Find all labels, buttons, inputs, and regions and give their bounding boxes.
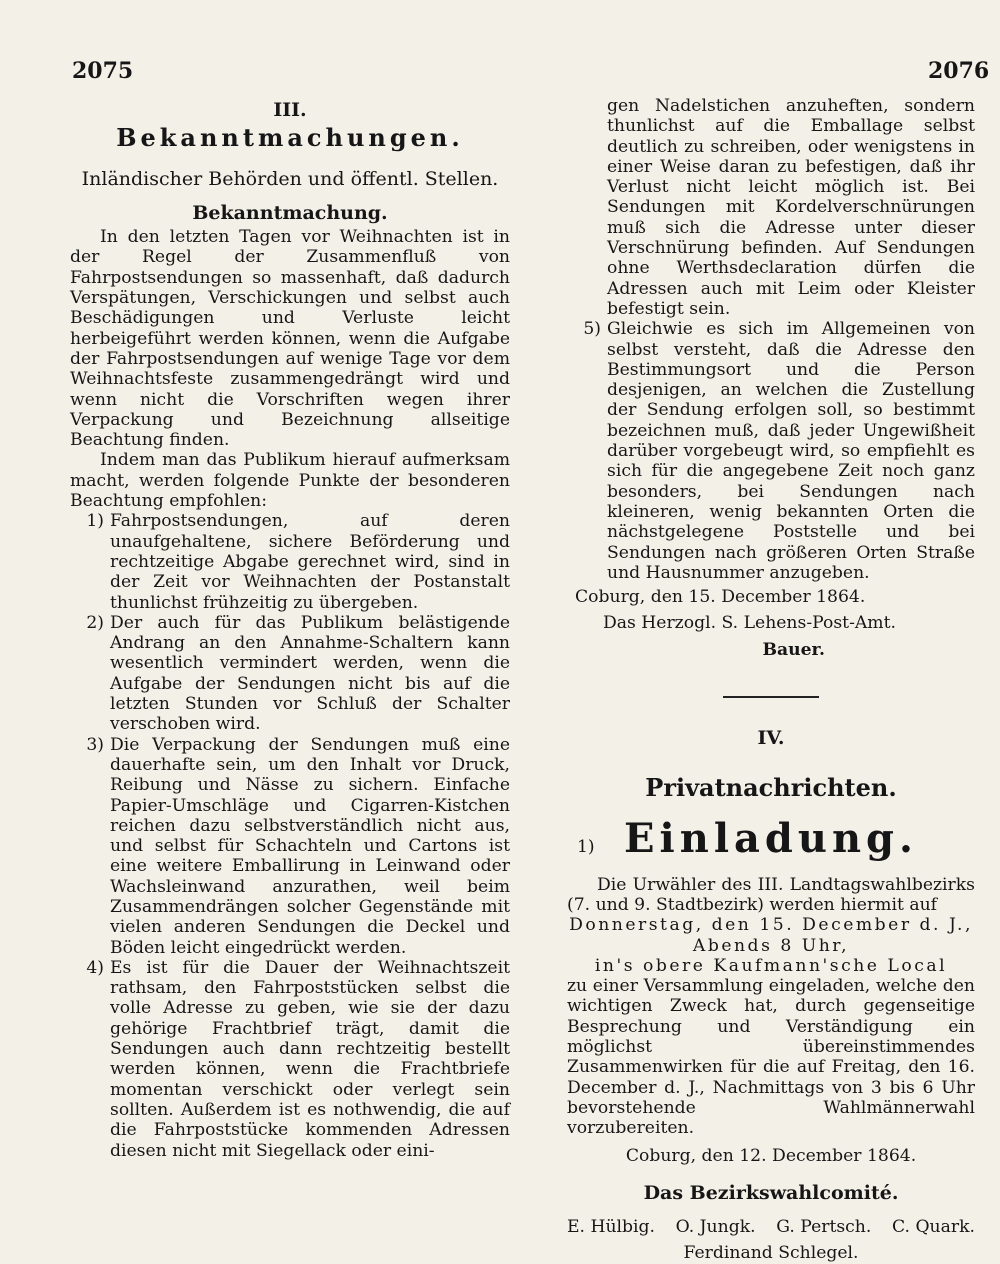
list-item	[70, 735, 510, 958]
item-text: gen Nadelstichen anzuheften, sondern thunlichst auf die Emballage selbst deutlich zu schreiben, oder wenigstens in einer Weise daran zu befestigen, daß ihr Verlust nicht leicht möglich ist. Bei Sendungen mit Kordelverschnürungen muß sich die Adresse unter dieser Verschnürung befinden. Auf Sendungen ohne Werthsdeclaration dürfen die Adressen auch mit Leim oder Kleister befestigt sein.	[607, 96, 975, 319]
list-item	[567, 319, 975, 583]
notice-signer: Bauer.	[762, 639, 825, 660]
committee-members	[567, 1217, 975, 1237]
invitation-date-line: Coburg, den 12. December 1864.	[625, 1146, 917, 1167]
section-heading: Bekanntmachungen.	[116, 123, 464, 153]
page-number-right: 2076	[928, 58, 990, 84]
invitation-text: zu einer Versammlung eingeladen, welche den wichtigen Zweck hat, durch gegenseitige Besprechung und Verständigung ein möglichst übereinstimmendes Zusammenwirken für die auf Freitag, den 16. December d. J., Nachmittags von 3 bis 6 Uhr bevorstehende Wahlmännerwahl vorzubereiten.	[567, 976, 975, 1139]
notice-office: Das Herzogl. S. Lehens-Post-Amt.	[603, 613, 896, 634]
list-item	[70, 613, 510, 735]
item-text: Die Verpackung der Sendungen muß eine dauerhafte sein, um den Inhalt vor Druck, Reibung und Nässe zu sichern. Einfache Papier-Umschläge und Cigarren-Kistchen reichen dazu selbstverständlich nicht aus, und selbst für Schachteln und Cartons ist eine weitere Emballirung in Leinwand oder Wachsleinwand anzurathen, weil beim Zusammendrängen solcher Gegenstände mit vielen anderen Sendungen die Deckel und Böden leicht eingedrückt werden.	[110, 734, 510, 958]
invitation-number: 1)	[577, 836, 595, 857]
list-item	[70, 958, 510, 1161]
member-name: G. Pertsch.	[776, 1217, 872, 1238]
paragraph: Indem man das Publikum hierauf aufmerksam macht, werden folgende Punkte der besonderen Beachtung empfohlen:	[70, 450, 510, 512]
section-subheading: Inländischer Behörden und öffentl. Stellen.	[81, 167, 499, 190]
item-number: 2)	[86, 612, 104, 633]
item-text: Es ist für die Dauer der Weihnachtszeit rathsam, den Fahrpoststücken selbst die volle Adresse zu geben, wie sie der dazu gehörige Frachtbrief trägt, damit die Sendungen auch dann rechtzeitig bestellt werden können, wenn die Frachtbriefe momentan verschickt oder verlegt sein sollten. Außerdem ist es nothwendig, die auf die Fahrpoststücke kommenden Adressen diesen nicht mit Siegellack oder eini-	[110, 957, 510, 1161]
invitation-place: in's obere Kaufmann'sche Local	[594, 955, 948, 976]
item-text: Der auch für das Publikum belästigende Andrang an den Annahme-Schaltern kann wesentlich vermindert werden, wenn die Aufgabe der Sendungen nicht bis auf die letzten Stunden vor Schluß der Schalter verschoben wird.	[110, 612, 510, 735]
invitation-text: Die Urwähler des III. Landtagswahlbezirks (7. und 9. Stadtbezirk) werden hiermit auf	[567, 874, 975, 915]
member-name: Ferdinand Schlegel.	[683, 1243, 859, 1264]
section-number: III.	[273, 99, 307, 121]
item-number: 3)	[86, 734, 104, 755]
invitation-title: Einladung.	[624, 814, 918, 862]
divider	[723, 696, 819, 698]
member-name: C. Quark.	[892, 1217, 975, 1238]
notice-title: Bekanntmachung.	[192, 201, 388, 224]
notice-date: Coburg, den 15. December 1864.	[575, 587, 866, 608]
paragraph: In den letzten Tagen vor Weihnachten ist in der Regel der Zusammenfluß von Fahrpostsendungen so massenhaft, daß dadurch Verspätungen, Verschickungen und selbst auch Beschädigungen und Verluste leicht herbeigeführt werden können, wenn die Aufgabe der Fahrpostsendungen auf wenige Tage vor dem Weihnachtsfeste zusammengedrängt wird und wenn nicht die Vorschriften wegen ihrer Verpackung und Bezeichnung allseitige Beachtung finden.	[70, 227, 510, 451]
committee-name: Das Bezirkswahlcomité.	[643, 1181, 899, 1204]
item-text: Gleichwie es sich im Allgemeinen von selbst versteht, daß die Adresse den Bestimmungsort und die Person desjenigen, an welchen die Zustellung der Sendung erfolgen soll, so bestimmt bezeichnen muß, daß jeder Ungewißheit darüber vorgebeugt wird, so empfiehlt es sich für die angegebene Zeit noch ganz besonders, bei Sendungen nach kleineren, wenig bekannten Orten die nächstgelegene Poststelle und bei Sendungen nach größeren Orten Straße und Hausnummer anzugeben.	[607, 319, 975, 583]
member-name: E. Hülbig.	[567, 1217, 655, 1238]
item-number: 5)	[583, 319, 601, 340]
page-number-left: 2075	[72, 58, 134, 84]
list-item-continuation	[567, 96, 975, 319]
invitation-time: Abends 8 Uhr,	[692, 935, 850, 956]
right-column	[567, 96, 975, 1264]
item-text: Fahrpostsendungen, auf deren unaufgehaltene, sichere Beförderung und rechtzeitige Abgabe gerechnet wird, sind in der Zeit vor Weihnachten der Postanstalt thunlichst frühzeitig zu übergeben.	[110, 511, 510, 613]
item-number: 1)	[86, 511, 104, 532]
invitation-date: Donnerstag, den 15. December d. J.,	[569, 915, 973, 936]
invitation-header	[567, 809, 975, 869]
section-heading: Privatnachrichten.	[645, 773, 897, 803]
list-item	[70, 511, 510, 612]
section-number: IV.	[757, 727, 785, 750]
left-column	[70, 96, 510, 1161]
member-name: O. Jungk.	[675, 1217, 756, 1238]
item-number: 4)	[86, 957, 104, 978]
